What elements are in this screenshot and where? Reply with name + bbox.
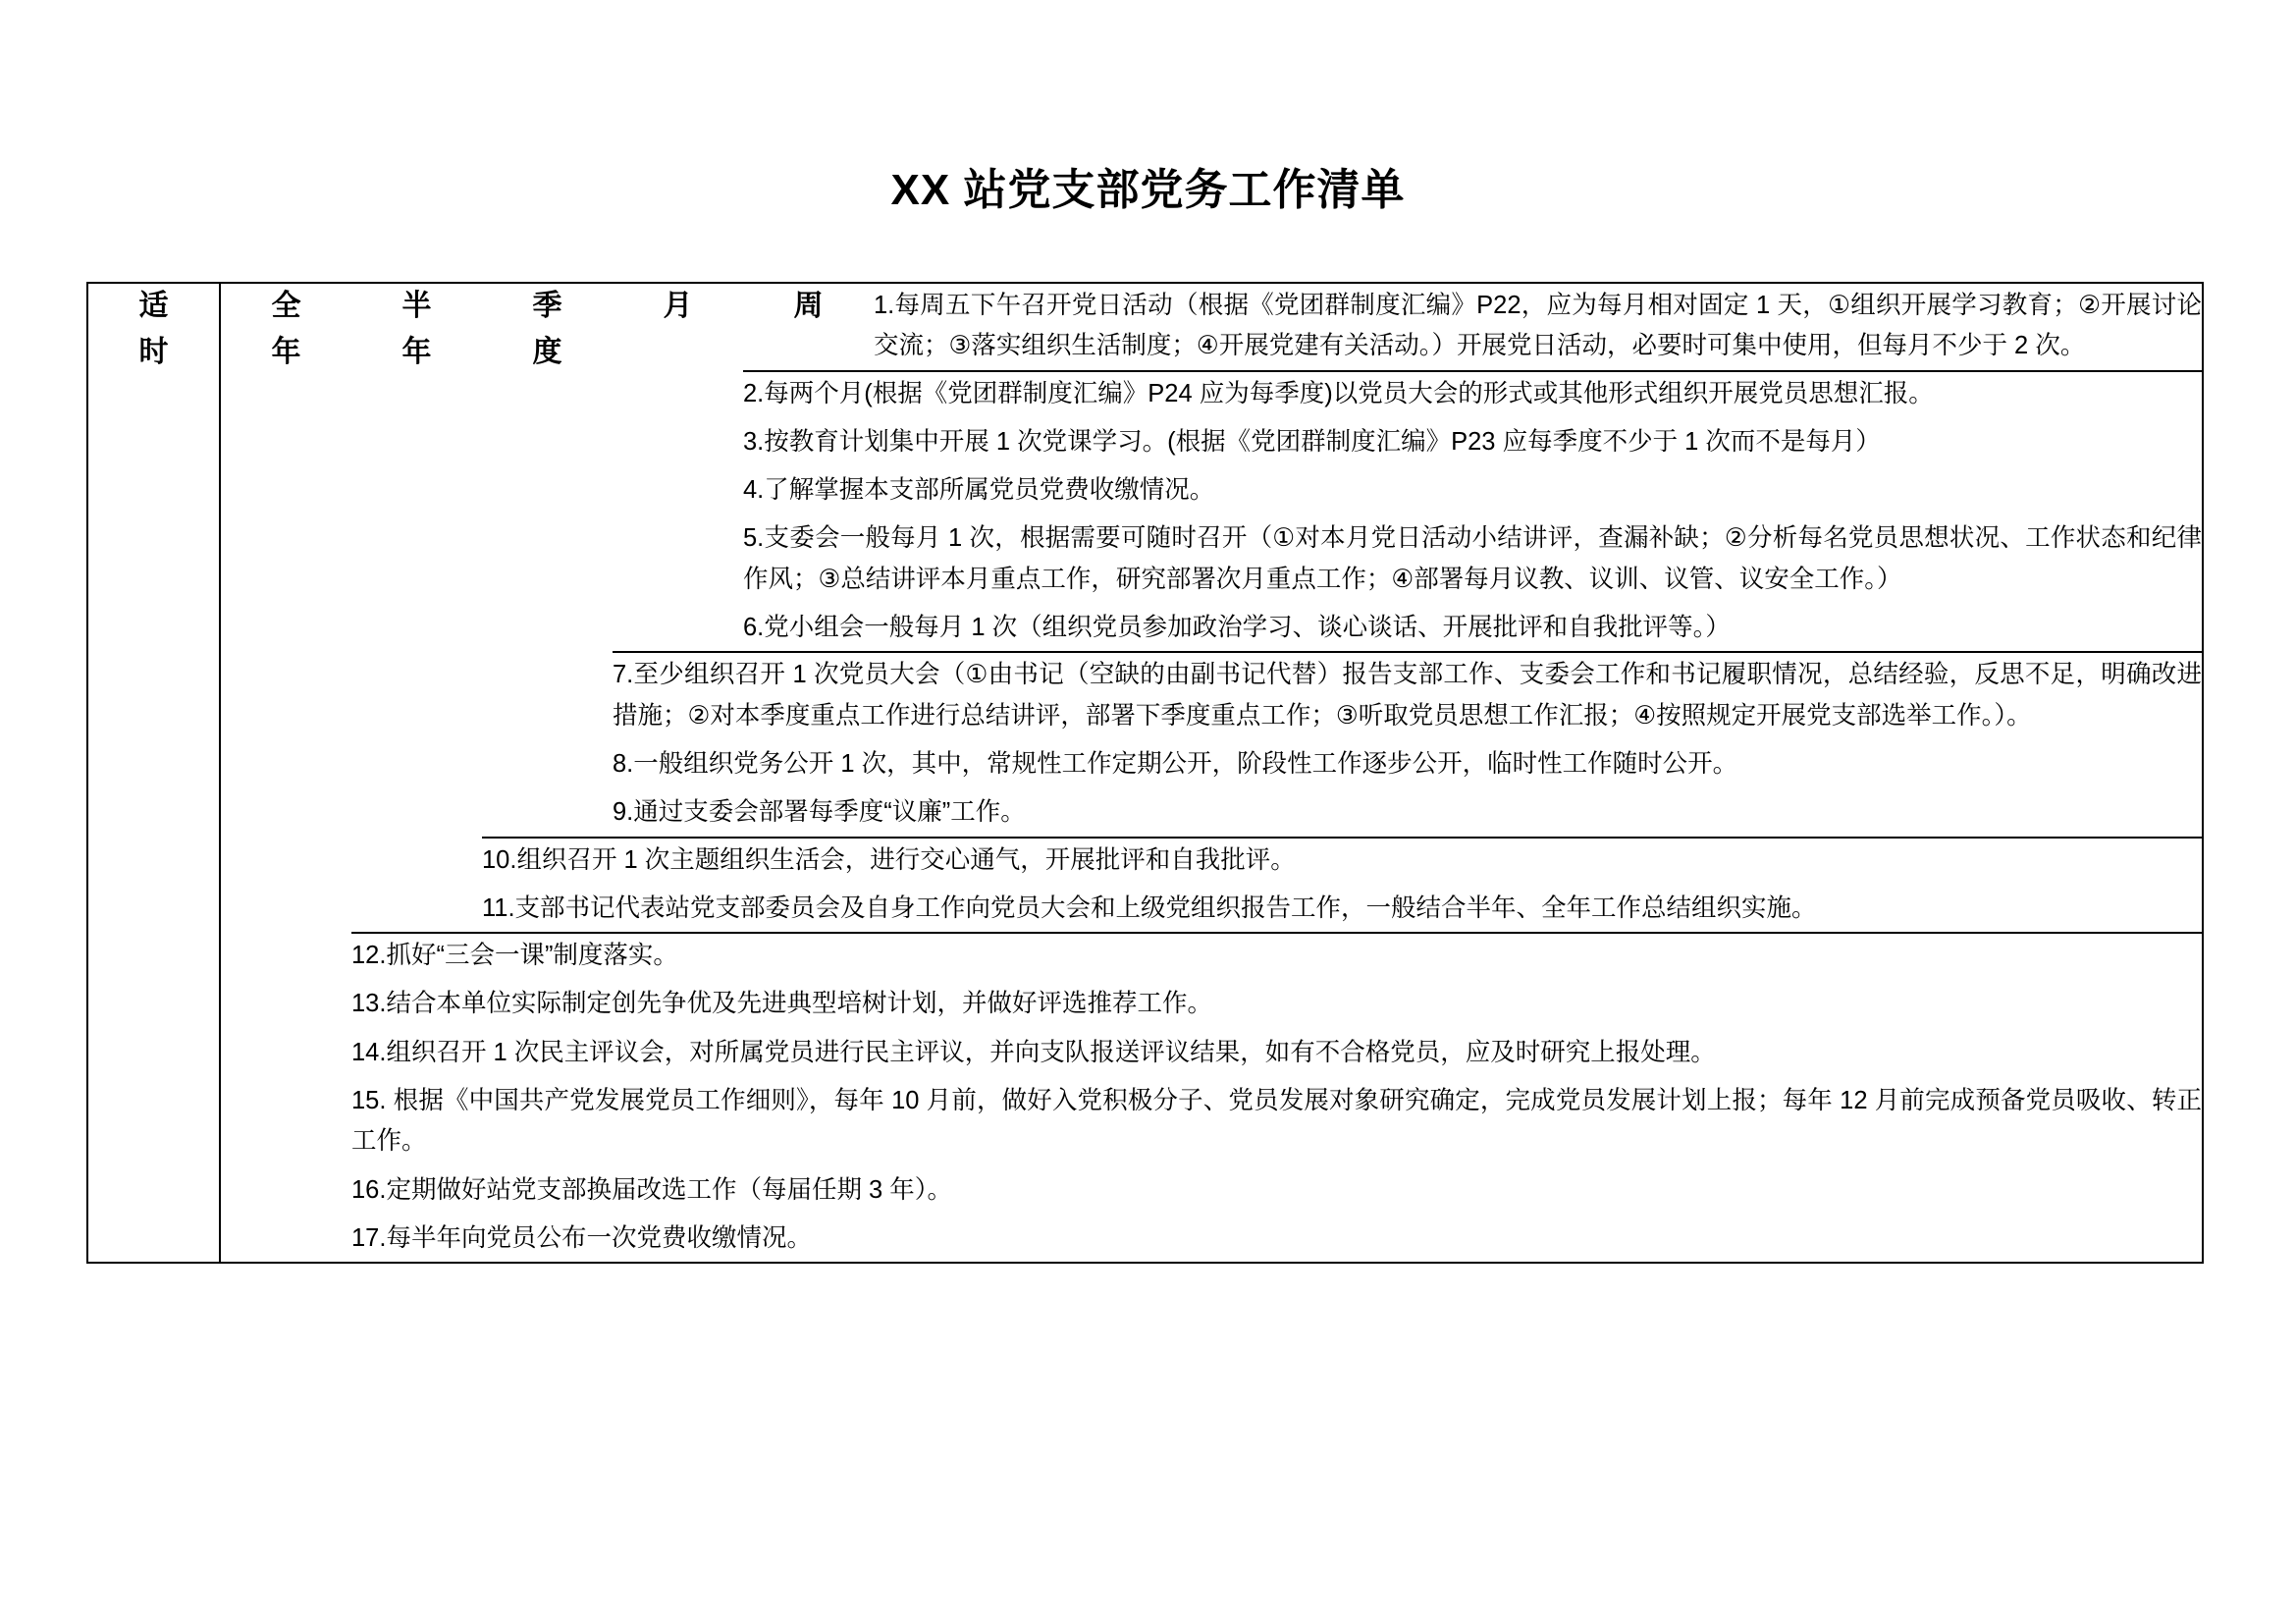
week-items-cell (874, 284, 2202, 370)
list-item: 15. 根据《中国共产党发展党员工作细则》，每年 10 月前，做好入党积极分子、党员发展对象研究确定，完成党员发展计划上报；每年 12 月前完成预备党员吸收、转正工作。 (351, 1087, 2202, 1156)
work-list-table-wrapper (86, 282, 2202, 1264)
table-row (613, 652, 2202, 836)
list-item: 16.定期做好站党支部换届改选工作（每届任期 3 年）。 (351, 1175, 953, 1204)
list-item: 14.组织召开 1 次民主评议会，对所属党员进行民主评议，并向支队报送评议结果，如有不合格党员，应及时研究上报处理。 (351, 1038, 1716, 1066)
halfyear-items-table (482, 837, 2202, 933)
list-item: 17.每半年向党员公布一次党费收缴情况。 (351, 1223, 812, 1252)
halfyear-items-cell (482, 838, 2202, 933)
list-item: 12.抓好“三会一课”制度落实。 (351, 942, 678, 970)
jidu-content-cell (613, 284, 2202, 837)
quannian-content-cell (351, 284, 2202, 1262)
list-item: 8.一般组织党务公开 1 次，其中，常规性工作定期公开，阶段性工作逐步公开，临时性工作随时公开。 (613, 749, 1738, 778)
period-label-jidu-text: 季 度 (532, 290, 562, 368)
table-row (743, 371, 2202, 652)
quarter-items-cell (613, 652, 2202, 836)
level-bannian-table (351, 284, 2202, 932)
list-item: 7.至少组织召开 1 次党员大会（①由书记（空缺的由副书记代替）报告支部工作、支委会工作和书记履职情况，总结经验，反思不足，明确改进措施；②对本季度重点工作进行总结讲评，部署下季度重点工作；③听取党员思想工作汇报；④按照规定开展党支部选举工作。）。 (613, 661, 2202, 730)
list-item: 11.支部书记代表站党支部委员会及自身工作向党员大会和上级党组织报告工作，一般结合半年、全年工作总结组织实施。 (482, 893, 1817, 922)
level-zhou-table (743, 284, 2202, 370)
list-item: 6.党小组会一般每月 1 次（组织党员参加政治学习、谈心谈话、开展批评和自我批评等。） (743, 614, 1731, 642)
month-items-cell (743, 371, 2202, 652)
list-item: 3.按教育计划集中开展 1 次党课学习。(根据《党团群制度汇编》P23 应每季度不少于 1 次而不是每月） (743, 427, 1881, 456)
level-quannian-table (221, 284, 2202, 1262)
list-item: 13.结合本单位实际制定创先争优及先进典型培树计划，并做好评选推荐工作。 (351, 990, 1212, 1018)
level-quannian-cell (220, 283, 2203, 1263)
page-title: XX 站党支部党务工作清单 (890, 166, 1406, 214)
table-row (482, 284, 2202, 837)
period-label-yue (613, 284, 743, 651)
table-row (87, 283, 2203, 1263)
table-row (482, 838, 2202, 933)
list-item: 2.每两个月(根据《党团群制度汇编》P24 应为每季度)以党员大会的形式或其他形式组织开展党员思想汇报。 (743, 379, 1934, 407)
period-label-bannian-text: 半 年 (401, 290, 432, 368)
period-label-zhou-text: 周 (793, 290, 824, 322)
table-row (743, 284, 2202, 370)
period-label-bannian (351, 284, 482, 932)
list-item: 10.组织召开 1 次主题组织生活会，进行交心通气，开展批评和自我批评。 (482, 845, 1296, 874)
bannian-content-cell (482, 284, 2202, 932)
period-label-zhou (743, 284, 874, 370)
table-row (351, 933, 2202, 1262)
period-label-jidu (482, 284, 613, 837)
table-row (351, 284, 2202, 932)
period-label-quannian (221, 284, 351, 1262)
table-row (221, 284, 2202, 1262)
yue-content-cell (743, 284, 2202, 651)
period-label-quannian-text: 全 年 (271, 290, 301, 368)
list-item: 5.支委会一般每月 1 次，根据需要可随时召开（①对本月党日活动小结讲评，查漏补缺；②分析每名党员思想状况、工作状态和纪律作风；③总结讲评本月重点工作，研究部署次月重点工作；④部署每月议教、议训、议管、议安全工作。） (743, 524, 2202, 593)
year-items-cell (351, 933, 2202, 1262)
period-label-shishi (87, 283, 220, 1263)
list-item: 9.通过支委会部署每季度“议廉”工作。 (613, 798, 1026, 827)
month-items-table (743, 370, 2202, 652)
work-list-table (86, 282, 2204, 1264)
quarter-items-table (613, 651, 2202, 836)
level-jidu-table (482, 284, 2202, 837)
period-label-yue-text: 月 (663, 290, 693, 322)
table-row (613, 284, 2202, 651)
period-label-shishi-text: 适 时 (138, 290, 169, 368)
list-item: 1.每周五下午召开党日活动（根据《党团群制度汇编》P22，应为每月相对固定 1 天，①组织开展学习教育；②开展讨论交流；③落实组织生活制度；④开展党建有关活动。）开展党日活动，必要时可集中使用，但每月不少于 2 次。 (874, 292, 2202, 360)
list-item: 4.了解掌握本支部所属党员党费收缴情况。 (743, 476, 1215, 505)
level-yue-table (613, 284, 2202, 651)
year-items-table (351, 932, 2202, 1262)
